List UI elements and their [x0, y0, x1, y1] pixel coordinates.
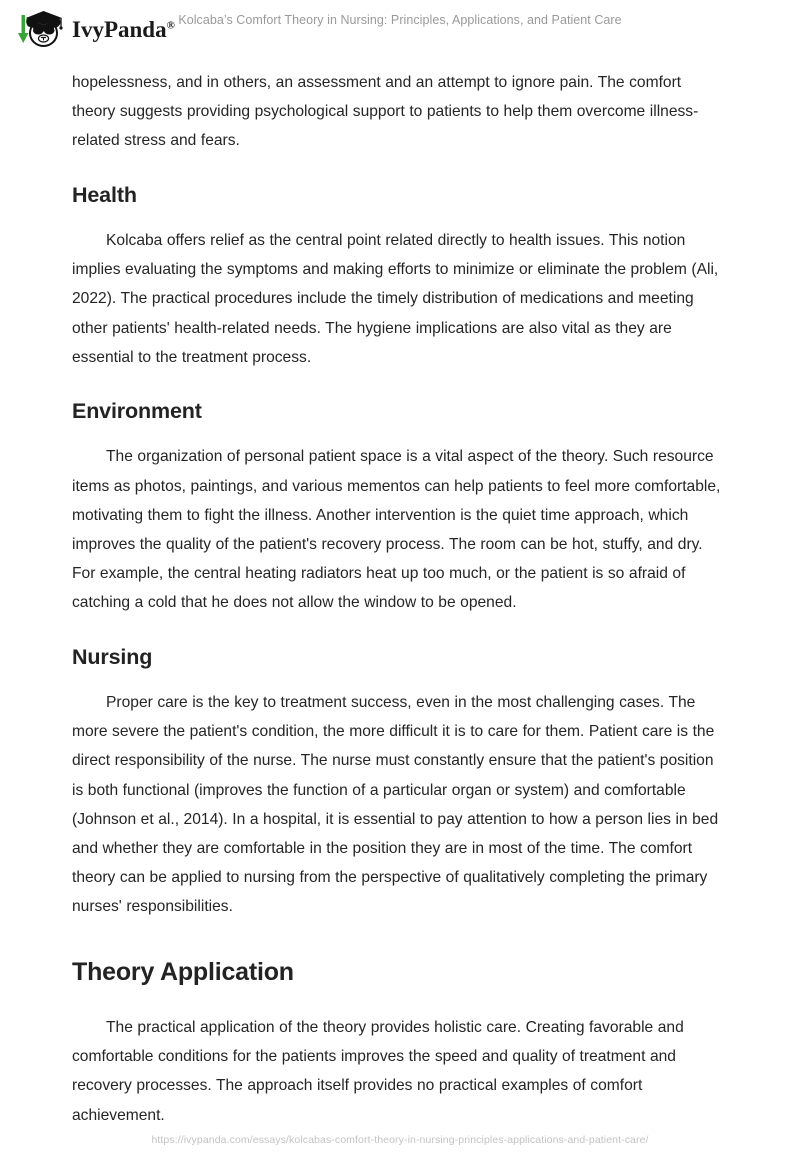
- section-paragraph-theory-application: The practical application of the theory provides holistic care. Creating favorable and comfortable conditions for the patients improves the speed and quality of treatment and recovery processes. The approach itself provides no practical examples of comfort achievement.: [72, 1019, 684, 1124]
- document-content: [72, 68, 724, 1130]
- source-url[interactable]: https://ivypanda.com/essays/kolcabas-comfort-theory-in-nursing-principles-applications-and-patient-care/: [151, 1134, 649, 1146]
- section-paragraph-nursing: Proper care is the key to treatment success, even in the most challenging cases. The more severe the patient's condition, the more difficult it is to care for them. Patient care is the direct responsibility of the nurse. The nurse must constantly ensure that the patient's position is both functional (improves the function of a particular organ or system) and comfortable (Johnson et al., 2014). In a hospital, it is essential to pay attention to how a person lies in bed and whether they are comfortable in the position they are in most of the time. The comfort theory can be applied to nursing from the perspective of qualitatively completing the primary nurses' responsibilities.: [72, 693, 719, 916]
- spacer: [72, 987, 724, 1013]
- brand-name: IvyPanda®: [72, 16, 175, 42]
- document-running-title: Kolcaba’s Comfort Theory in Nursing: Principles, Applications, and Patient Care: [178, 13, 622, 27]
- section-heading-theory-application: Theory Application: [72, 957, 294, 986]
- section-heading-environment: Environment: [72, 398, 202, 423]
- spacer: [72, 372, 724, 399]
- spacer: [72, 618, 724, 645]
- spacer: [72, 156, 724, 183]
- section-heading-health: Health: [72, 182, 137, 207]
- section-paragraph-environment: The organization of personal patient space is a vital aspect of the theory. Such resource items as photos, paintings, and various mementos can help patients to feel more comfortable, motivating them to fight the illness. Another intervention is the quiet time approach, which improves the quality of the patient's recovery process. The room can be hot, stuffy, and dry. For example, the central heating radiators heat up too much, or the patient is so afraid of catching a cold that he does not allow the window to be opened.: [72, 448, 721, 612]
- spacer: [72, 922, 724, 958]
- page-header: [0, 0, 800, 56]
- spacer: [72, 208, 724, 226]
- section-paragraph-health: Kolcaba offers relief as the central point related directly to health issues. This notion implies evaluating the symptoms and making efforts to minimize or eliminate the problem (Ali, 2022). The practical procedures include the timely distribution of medications and meeting other patients' health-related needs. The hygiene implications are also vital as they are essential to the treatment process.: [72, 231, 719, 366]
- continued-paragraph: hopelessness, and in others, an assessment and an attempt to ignore pain. The comfort theory suggests providing psychological support to patients to help them overcome illness-related stress and fears.: [72, 74, 699, 150]
- page-footer: [0, 1130, 800, 1148]
- registered-trademark-symbol: ®: [166, 18, 175, 31]
- spacer: [72, 424, 724, 442]
- spacer: [72, 670, 724, 688]
- section-heading-nursing: Nursing: [72, 644, 153, 669]
